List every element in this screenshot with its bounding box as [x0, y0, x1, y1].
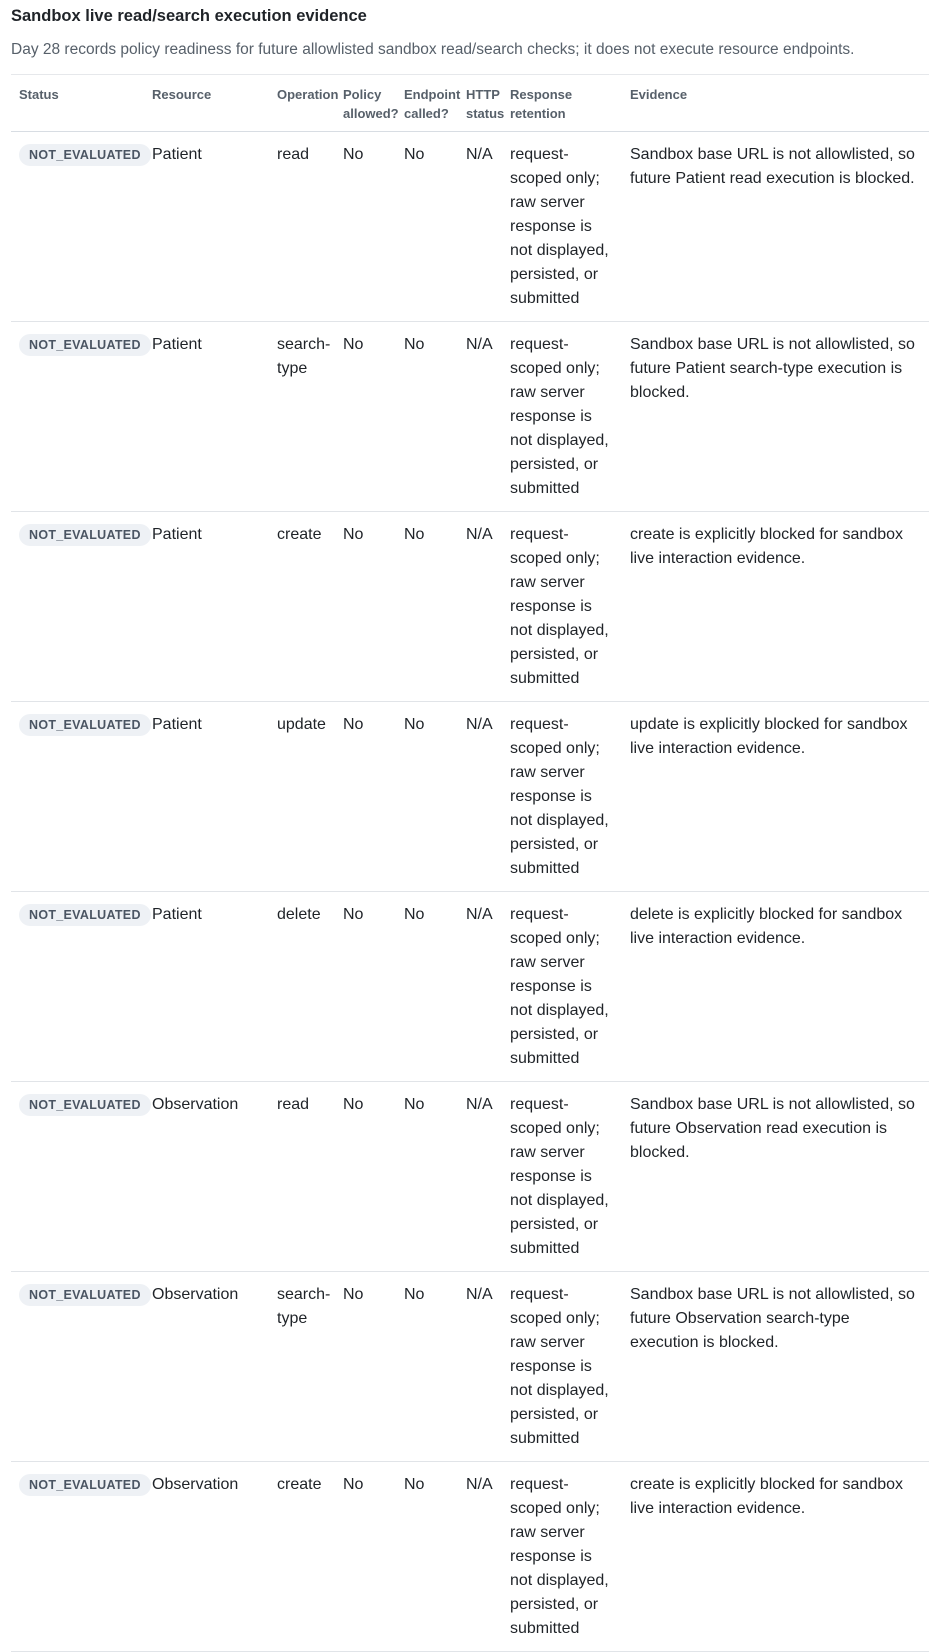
response-retention-cell: request-scoped only; raw server response is not displayed, persisted, or submitted — [502, 132, 622, 322]
status-badge: NOT_EVALUATED — [19, 1094, 151, 1116]
http-status-cell: N/A — [458, 512, 502, 702]
http-status-cell: N/A — [458, 1272, 502, 1462]
status-badge: NOT_EVALUATED — [19, 524, 151, 546]
status-cell — [11, 512, 144, 702]
evidence-cell: Sandbox base URL is not allowlisted, so future Observation read execution is blocked. — [622, 1082, 929, 1272]
response-retention-cell: request-scoped only; raw server response is not displayed, persisted, or submitted — [502, 702, 622, 892]
endpoint-called-cell: No — [396, 132, 458, 322]
resource-cell: Observation — [144, 1462, 269, 1652]
evidence-table — [11, 74, 929, 1652]
status-cell — [11, 892, 144, 1082]
operation-cell: read — [269, 132, 335, 322]
column-header-evidence: Evidence — [622, 75, 929, 132]
evidence-cell: Sandbox base URL is not allowlisted, so future Patient read execution is blocked. — [622, 132, 929, 322]
section-description: Day 28 records policy readiness for future allowlisted sandbox read/search checks; it does not execute resource endpoints. — [11, 41, 855, 58]
policy-allowed-cell: No — [335, 892, 396, 1082]
endpoint-called-cell: No — [396, 1272, 458, 1462]
table-row — [11, 892, 929, 1082]
table-row — [11, 132, 929, 322]
operation-cell: delete — [269, 892, 335, 1082]
endpoint-called-cell: No — [396, 1462, 458, 1652]
status-cell — [11, 1082, 144, 1272]
operation-cell: read — [269, 1082, 335, 1272]
response-retention-cell: request-scoped only; raw server response is not displayed, persisted, or submitted — [502, 512, 622, 702]
column-header-operation: Operation — [269, 75, 335, 132]
operation-cell: create — [269, 512, 335, 702]
table-row — [11, 702, 929, 892]
table-row — [11, 1462, 929, 1652]
status-badge: NOT_EVALUATED — [19, 144, 151, 166]
response-retention-cell: request-scoped only; raw server response is not displayed, persisted, or submitted — [502, 1462, 622, 1652]
resource-cell: Observation — [144, 1272, 269, 1462]
http-status-cell: N/A — [458, 132, 502, 322]
column-header-policy-allowed: Policy allowed? — [335, 75, 396, 132]
endpoint-called-cell: No — [396, 512, 458, 702]
status-badge: NOT_EVALUATED — [19, 904, 151, 926]
policy-allowed-cell: No — [335, 512, 396, 702]
response-retention-cell: request-scoped only; raw server response is not displayed, persisted, or submitted — [502, 1082, 622, 1272]
response-retention-cell: request-scoped only; raw server response is not displayed, persisted, or submitted — [502, 1272, 622, 1462]
policy-allowed-cell: No — [335, 1082, 396, 1272]
column-header-resource: Resource — [144, 75, 269, 132]
table-row — [11, 1082, 929, 1272]
status-badge: NOT_EVALUATED — [19, 1474, 151, 1496]
resource-cell: Patient — [144, 702, 269, 892]
operation-cell: update — [269, 702, 335, 892]
evidence-cell: delete is explicitly blocked for sandbox live interaction evidence. — [622, 892, 929, 1082]
endpoint-called-cell: No — [396, 892, 458, 1082]
response-retention-cell: request-scoped only; raw server response is not displayed, persisted, or submitted — [502, 892, 622, 1082]
policy-allowed-cell: No — [335, 1272, 396, 1462]
status-cell — [11, 132, 144, 322]
operation-cell: create — [269, 1462, 335, 1652]
resource-cell: Patient — [144, 322, 269, 512]
evidence-cell: Sandbox base URL is not allowlisted, so future Patient search-type execution is blocked. — [622, 322, 929, 512]
section-title: Sandbox live read/search execution evidence — [11, 7, 367, 25]
operation-cell: search-type — [269, 1272, 335, 1462]
evidence-cell: update is explicitly blocked for sandbox live interaction evidence. — [622, 702, 929, 892]
policy-allowed-cell: No — [335, 702, 396, 892]
http-status-cell: N/A — [458, 892, 502, 1082]
table-header — [11, 75, 929, 132]
evidence-cell: create is explicitly blocked for sandbox live interaction evidence. — [622, 1462, 929, 1652]
policy-allowed-cell: No — [335, 132, 396, 322]
resource-cell: Patient — [144, 512, 269, 702]
operation-cell: search-type — [269, 322, 335, 512]
table-row — [11, 322, 929, 512]
table-body — [11, 132, 929, 1652]
response-retention-cell: request-scoped only; raw server response is not displayed, persisted, or submitted — [502, 322, 622, 512]
table-row — [11, 512, 929, 702]
evidence-cell: Sandbox base URL is not allowlisted, so future Observation search-type execution is blocked. — [622, 1272, 929, 1462]
column-header-endpoint-called: Endpoint called? — [396, 75, 458, 132]
table-row — [11, 1272, 929, 1462]
status-badge: NOT_EVALUATED — [19, 1284, 151, 1306]
http-status-cell: N/A — [458, 1462, 502, 1652]
endpoint-called-cell: No — [396, 322, 458, 512]
status-cell — [11, 1462, 144, 1652]
status-badge: NOT_EVALUATED — [19, 714, 151, 736]
status-cell — [11, 1272, 144, 1462]
column-header-response-retention: Response retention — [502, 75, 622, 132]
endpoint-called-cell: No — [396, 702, 458, 892]
resource-cell: Patient — [144, 892, 269, 1082]
resource-cell: Patient — [144, 132, 269, 322]
status-badge: NOT_EVALUATED — [19, 334, 151, 356]
http-status-cell: N/A — [458, 322, 502, 512]
endpoint-called-cell: No — [396, 1082, 458, 1272]
resource-cell: Observation — [144, 1082, 269, 1272]
header-row — [11, 75, 929, 132]
policy-allowed-cell: No — [335, 322, 396, 512]
status-cell — [11, 322, 144, 512]
column-header-http-status: HTTP status — [458, 75, 502, 132]
column-header-status: Status — [11, 75, 144, 132]
policy-allowed-cell: No — [335, 1462, 396, 1652]
evidence-cell: create is explicitly blocked for sandbox live interaction evidence. — [622, 512, 929, 702]
http-status-cell: N/A — [458, 702, 502, 892]
http-status-cell: N/A — [458, 1082, 502, 1272]
status-cell — [11, 702, 144, 892]
